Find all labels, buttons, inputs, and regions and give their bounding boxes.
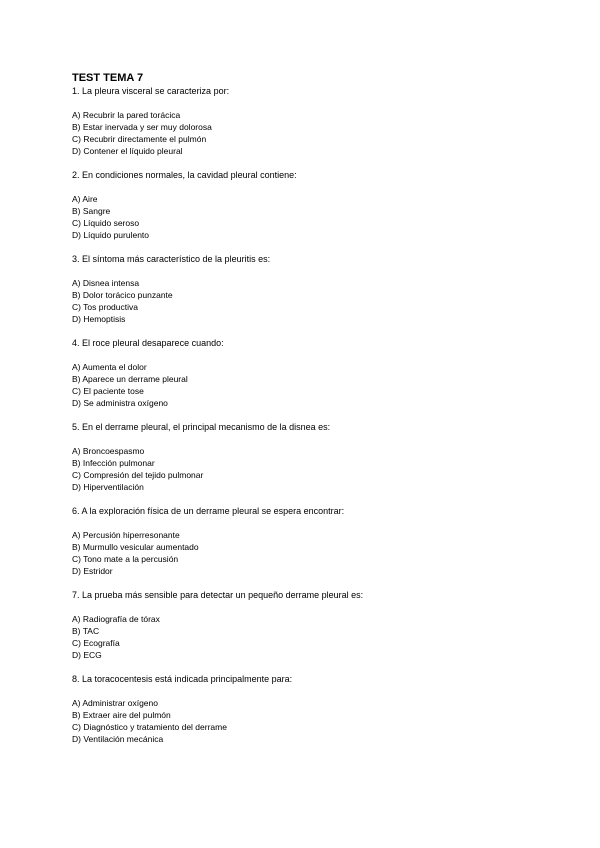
answer-option: A) Radiografía de tórax	[72, 614, 160, 624]
question-list	[72, 85, 542, 757]
answer-option: D) ECG	[72, 650, 102, 660]
spacer	[72, 409, 542, 421]
question-7	[72, 589, 542, 673]
answer-option: B) Sangre	[72, 206, 111, 216]
answer-options	[72, 613, 542, 661]
spacer	[72, 685, 542, 697]
spacer	[72, 433, 542, 445]
spacer	[72, 157, 542, 169]
test-page	[72, 72, 542, 757]
answer-option: A) Percusión hiperresonante	[72, 530, 180, 540]
spacer	[72, 745, 542, 757]
answer-option: B) Dolor torácico punzante	[72, 290, 173, 300]
question-text: 3. El síntoma más característico de la pleuritis es:	[72, 254, 271, 264]
answer-options	[72, 697, 542, 745]
question-2	[72, 169, 542, 253]
question-text: 4. El roce pleural desaparece cuando:	[72, 338, 224, 348]
answer-options	[72, 277, 542, 325]
spacer	[72, 601, 542, 613]
question-text: 1. La pleura visceral se caracteriza por:	[72, 86, 230, 96]
answer-options	[72, 361, 542, 409]
spacer	[72, 493, 542, 505]
answer-option: A) Disnea intensa	[72, 278, 140, 288]
question-text: 5. En el derrame pleural, el principal mecanismo de la disnea es:	[72, 422, 331, 432]
answer-option: D) Líquido purulento	[72, 230, 150, 240]
answer-option: D) Estridor	[72, 566, 113, 576]
document-title: TEST TEMA 7	[72, 72, 144, 84]
question-text: 2. En condiciones normales, la cavidad pleural contiene:	[72, 170, 297, 180]
spacer	[72, 241, 542, 253]
answer-option: C) Tono mate a la percusión	[72, 554, 179, 564]
answer-option: A) Administrar oxígeno	[72, 698, 158, 708]
answer-option: C) El paciente tose	[72, 386, 144, 396]
answer-option: A) Broncoespasmo	[72, 446, 145, 456]
spacer	[72, 265, 542, 277]
question-6	[72, 505, 542, 589]
answer-option: B) TAC	[72, 626, 100, 636]
answer-option: C) Líquido seroso	[72, 218, 140, 228]
question-text: 7. La prueba más sensible para detectar un pequeño derrame pleural es:	[72, 590, 364, 600]
answer-option: A) Recubrir la pared torácica	[72, 110, 181, 120]
spacer	[72, 349, 542, 361]
answer-option: D) Hemoptisis	[72, 314, 126, 324]
answer-option: C) Tos productiva	[72, 302, 138, 312]
answer-option: D) Se administra oxígeno	[72, 398, 168, 408]
answer-options	[72, 109, 542, 157]
answer-option: D) Ventilación mecánica	[72, 734, 164, 744]
spacer	[72, 97, 542, 109]
answer-option: B) Murmullo vesicular aumentado	[72, 542, 199, 552]
question-4	[72, 337, 542, 421]
spacer	[72, 325, 542, 337]
question-3	[72, 253, 542, 337]
answer-option: D) Hiperventilación	[72, 482, 144, 492]
answer-option: B) Infección pulmonar	[72, 458, 155, 468]
question-text: 6. A la exploración física de un derrame pleural se espera encontrar:	[72, 506, 345, 516]
answer-option: C) Recubrir directamente el pulmón	[72, 134, 207, 144]
question-text: 8. La toracocentesis está indicada principalmente para:	[72, 674, 293, 684]
answer-options	[72, 193, 542, 241]
answer-option: C) Compresión del tejido pulmonar	[72, 470, 204, 480]
spacer	[72, 517, 542, 529]
question-1	[72, 85, 542, 169]
answer-option: C) Diagnóstico y tratamiento del derrame	[72, 722, 227, 732]
answer-option: D) Contener el líquido pleural	[72, 146, 183, 156]
answer-option: B) Aparece un derrame pleural	[72, 374, 188, 384]
answer-option: B) Extraer aire del pulmón	[72, 710, 171, 720]
spacer	[72, 577, 542, 589]
spacer	[72, 661, 542, 673]
answer-options	[72, 529, 542, 577]
answer-option: A) Aumenta el dolor	[72, 362, 147, 372]
answer-option: A) Aire	[72, 194, 98, 204]
answer-option: C) Ecografía	[72, 638, 120, 648]
question-8	[72, 673, 542, 757]
answer-options	[72, 445, 542, 493]
answer-option: B) Estar inervada y ser muy dolorosa	[72, 122, 212, 132]
spacer	[72, 181, 542, 193]
question-5	[72, 421, 542, 505]
